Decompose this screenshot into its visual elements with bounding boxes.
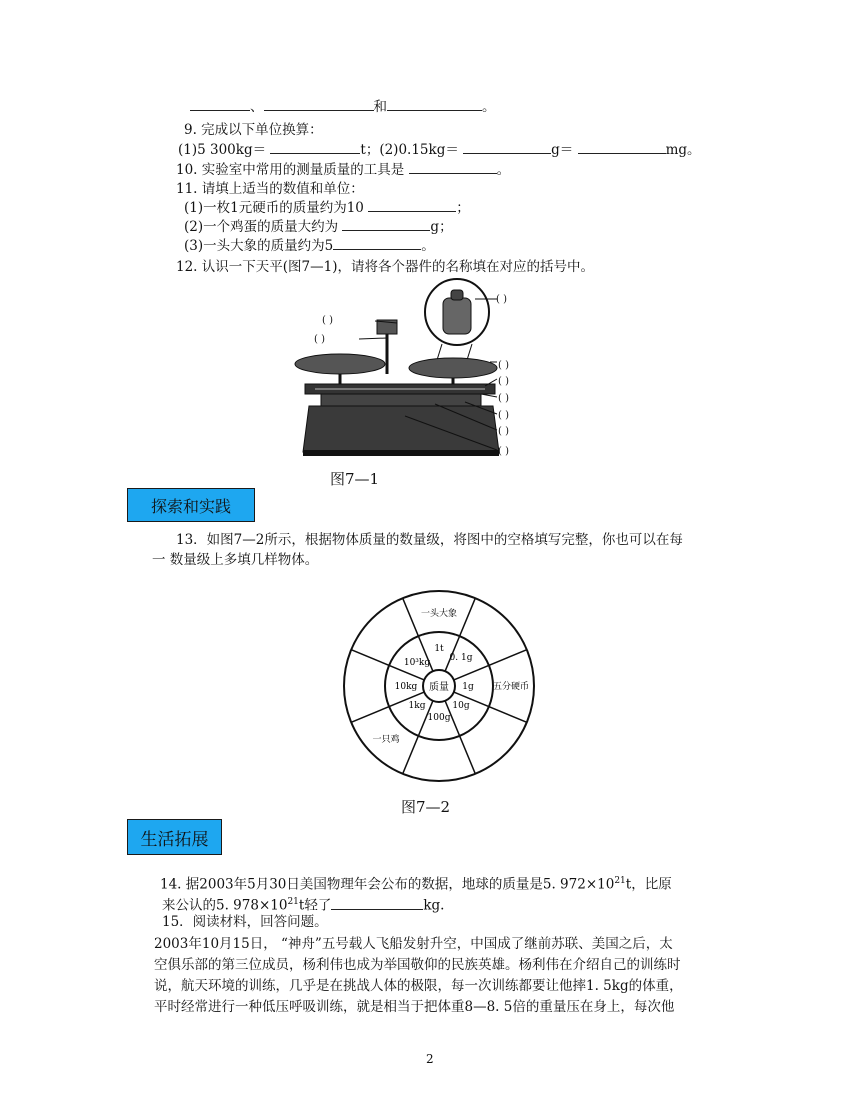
inner-ring-label: 1t (434, 644, 444, 654)
q14-line1: 14. 据2003年5月30日美国物理年会公布的数据，地球的质量是5. $972\times 10^{21}t$，比原 (160, 876, 672, 893)
figure-caption: 图7—1 (330, 470, 380, 488)
page-number: 2 (426, 1052, 434, 1066)
blank (578, 141, 666, 154)
q15-paragraph: 平时经常进行一种低压呼吸训练，就是相当于把体重8—8. 5倍的重量压在身上，每次他 (154, 999, 675, 1015)
outer-label-coin: 五分硬币 (492, 682, 530, 692)
blank (368, 199, 456, 212)
q9-title: 9. 完成以下单位换算： (184, 122, 323, 138)
q11-a: (1)一枚1元硬币的质量约为10 ； (184, 200, 470, 216)
inner-ring-label: 100g (427, 713, 451, 723)
label-bracket: ( ) (498, 393, 509, 404)
blank (270, 141, 360, 154)
blank (342, 218, 430, 231)
mass-wheel-figure (341, 588, 537, 784)
inner-ring-label: 0. 1g (449, 653, 473, 663)
blank (190, 98, 250, 111)
q9-conversions: (1)5 300kg＝ t；(2)0.15kg＝ g＝ mg。 (178, 142, 701, 158)
label-bracket: ( ) (498, 376, 509, 387)
blank (409, 161, 497, 174)
q11-b: (2)一个鸡蛋的质量大约为 g； (184, 219, 453, 235)
inner-ring-label: 10kg (394, 682, 418, 692)
inner-ring-label: 1g (462, 682, 474, 692)
label-bracket: ( ) (314, 334, 325, 345)
base (303, 406, 499, 452)
blank (264, 98, 374, 111)
outer-label-chicken: 一只鸡 (372, 735, 400, 745)
figure-caption: 图7—2 (401, 798, 451, 816)
q15-title: 15．阅读材料，回答问题。 (162, 914, 328, 930)
q8-blanks: 、 和 。 (190, 98, 496, 116)
label-bracket: ( ) (496, 294, 507, 305)
label-bracket: ( ) (498, 360, 509, 371)
right-pan (409, 358, 497, 378)
section-heading: 探索和实践 (127, 488, 255, 522)
label-bracket: ( ) (498, 446, 509, 457)
label-bracket: ( ) (498, 426, 509, 437)
q13-line1: 13．如图7—2所示，根据物体质量的数量级，将图中的空格填写完整，你也可以在每 (176, 532, 683, 548)
inner-ring-label: 10g (452, 701, 470, 711)
q10: 10. 实验室中常用的测量质量的工具是 。 (176, 162, 511, 178)
q12: 12. 认识一下天平(图7—1)，请将各个器件的名称填在对应的括号中。 (176, 259, 594, 275)
q15-paragraph: 说，航天环境的训练，几乎是在挑战人体的极限，每一次训练都要让他摔1. 5kg的体重， (154, 978, 683, 994)
q15-paragraph: 空俱乐部的第三位成员，杨利伟也成为举国敬仰的民族英雄。杨利伟在介绍自己的训练时 (154, 957, 681, 973)
wheel-center-label: 质量 (429, 682, 449, 693)
left-pan (295, 354, 385, 374)
section-heading: 生活拓展 (127, 819, 222, 855)
blank (463, 141, 551, 154)
q13-line2: 一 数量级上多填几样物体。 (152, 552, 319, 568)
blank (331, 897, 423, 910)
label-bracket: ( ) (322, 315, 333, 326)
blank (387, 98, 482, 111)
balance-figure (285, 276, 565, 466)
q11-title: 11. 请填上适当的数值和单位： (176, 181, 364, 197)
outer-label-elephant: 一头大象 (420, 609, 458, 619)
blank (333, 237, 421, 250)
label-bracket: ( ) (498, 410, 509, 421)
weight-icon (443, 298, 471, 334)
inner-ring-label: 10³kg (403, 658, 431, 668)
q14-line2: 来公认的5. $978\times 10^{21}t$轻了 kg. (162, 897, 445, 914)
q11-c: (3)一头大象的质量约为5 。 (184, 238, 435, 254)
q15-paragraph: 2003年10月15日， “神舟”五号载人飞船发射升空，中国成了继前苏联、美国之后，太 (154, 936, 673, 952)
inner-ring-label: 1kg (408, 701, 426, 711)
